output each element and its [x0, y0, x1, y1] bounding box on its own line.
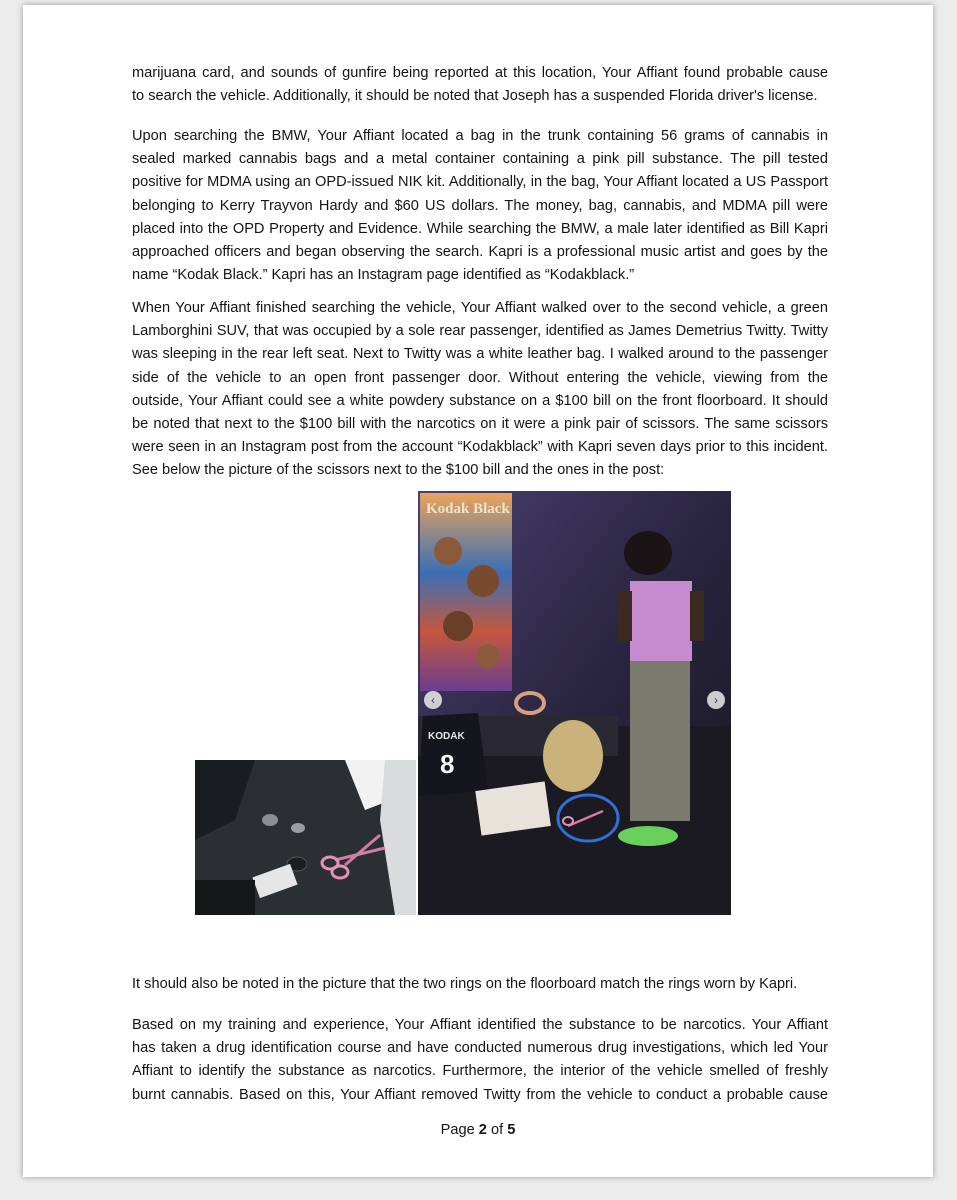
text-line: Based on my training and experience, Your Affiant identified the substance to be narcotics. Your Affiant: [132, 1017, 828, 1033]
ring-2: [291, 823, 305, 833]
text-line: Lamborghini SUV, that was occupied by a sole rear passenger, identified as James Demetrius Twitty. Twitty: [132, 323, 828, 340]
jersey: [418, 713, 488, 796]
paragraph-1: [132, 62, 828, 108]
text-line: be noted that next to the $100 bill with the narcotics on it were a pink pair of scissors. The same scissors: [132, 416, 828, 433]
text-line: approached officers and began observing the search. Kapri is a professional music artist and goes by the: [132, 244, 828, 261]
wall-poster: [420, 493, 512, 691]
instagram-post-photo: [416, 491, 731, 915]
text-line: side of the vehicle to an open front passenger door. Without entering the vehicle, viewing from the: [132, 369, 828, 386]
jersey-name: KODAK: [428, 731, 465, 742]
paragraph-3: [132, 297, 828, 483]
page-number: [23, 1122, 933, 1138]
text-line: was sleeping in the rear left seat. Next to Twitty was a white leather bag. I walked around to the passenger: [132, 346, 828, 363]
text-line: positive for MDMA using an OPD-issued NIK kit. Additionally, in the bag, Your Affiant located a US Passport: [132, 174, 828, 191]
page-label: Page: [440, 1122, 479, 1138]
text-line: outside, Your Affiant could see a white powdery substance on a $100 bill on the front floorboard. It should: [132, 392, 828, 409]
total-pages: 5: [507, 1122, 516, 1138]
jersey-number: 8: [440, 749, 455, 779]
text-line: sealed marked cannabis bags and a metal container containing a pink pill substance. The pill tested: [132, 151, 828, 168]
text-line: burnt cannabis. Based on this, Your Affiant removed Twitty from the vehicle to conduct a probable cause: [132, 1086, 828, 1103]
text-line: It should also be noted in the picture that the two rings on the floorboard match the rings worn by Kapri.: [132, 976, 798, 992]
next-arrow-icon[interactable]: ›: [707, 691, 725, 709]
text-line: belonging to Kerry Trayvon Hardy and $60 US dollars. The money, bag, cannabis, and MDMA pill were: [132, 197, 828, 214]
paragraph-5: [132, 1014, 828, 1107]
text-line: has taken a drug identification course and have conducted numerous drug investigations, which led Your: [132, 1040, 828, 1057]
paragraph-4: [132, 973, 828, 996]
text-line: name “Kodak Black.” Kapri has an Instagram page identified as “Kodakblack.”: [132, 267, 635, 284]
evidence-photo-floorboard: [195, 760, 417, 915]
text-line: See below the picture of the scissors next to the $100 bill and the ones in the post:: [132, 462, 665, 479]
previous-arrow-icon[interactable]: ‹: [424, 691, 442, 709]
text-line: When Your Affiant finished searching the vehicle, Your Affiant walked over to the second vehicle, a green: [132, 300, 828, 316]
current-page: 2: [478, 1122, 487, 1138]
ring-1: [262, 814, 278, 826]
text-line: Upon searching the BMW, Your Affiant located a bag in the trunk containing 56 grams of cannabis in: [132, 128, 828, 144]
poster-title: Kodak Black: [426, 501, 510, 517]
document-page: [23, 5, 933, 1177]
text-line: marijuana card, and sounds of gunfire being reported at this location, Your Affiant found probable cause: [132, 65, 828, 81]
text-line: to search the vehicle. Additionally, it should be noted that Joseph has a suspended Florida driver's license.: [132, 88, 818, 105]
text-line: Affiant to identify the substance as narcotics. Furthermore, the interior of the vehicle smelled of freshly: [132, 1063, 828, 1080]
page-of-label: of: [486, 1122, 508, 1138]
paragraph-2: [132, 125, 828, 287]
text-line: were seen in an Instagram post from the account “Kodakblack” with Kapri seven days prior to this incident.: [132, 439, 828, 456]
instagram-scene: [418, 491, 731, 915]
mask-figure: [543, 720, 603, 792]
text-line: placed into the OPD Property and Evidence. While searching the BMW, a male later identified as Bill Kapri: [132, 220, 828, 237]
floorboard-scene: [195, 760, 417, 915]
